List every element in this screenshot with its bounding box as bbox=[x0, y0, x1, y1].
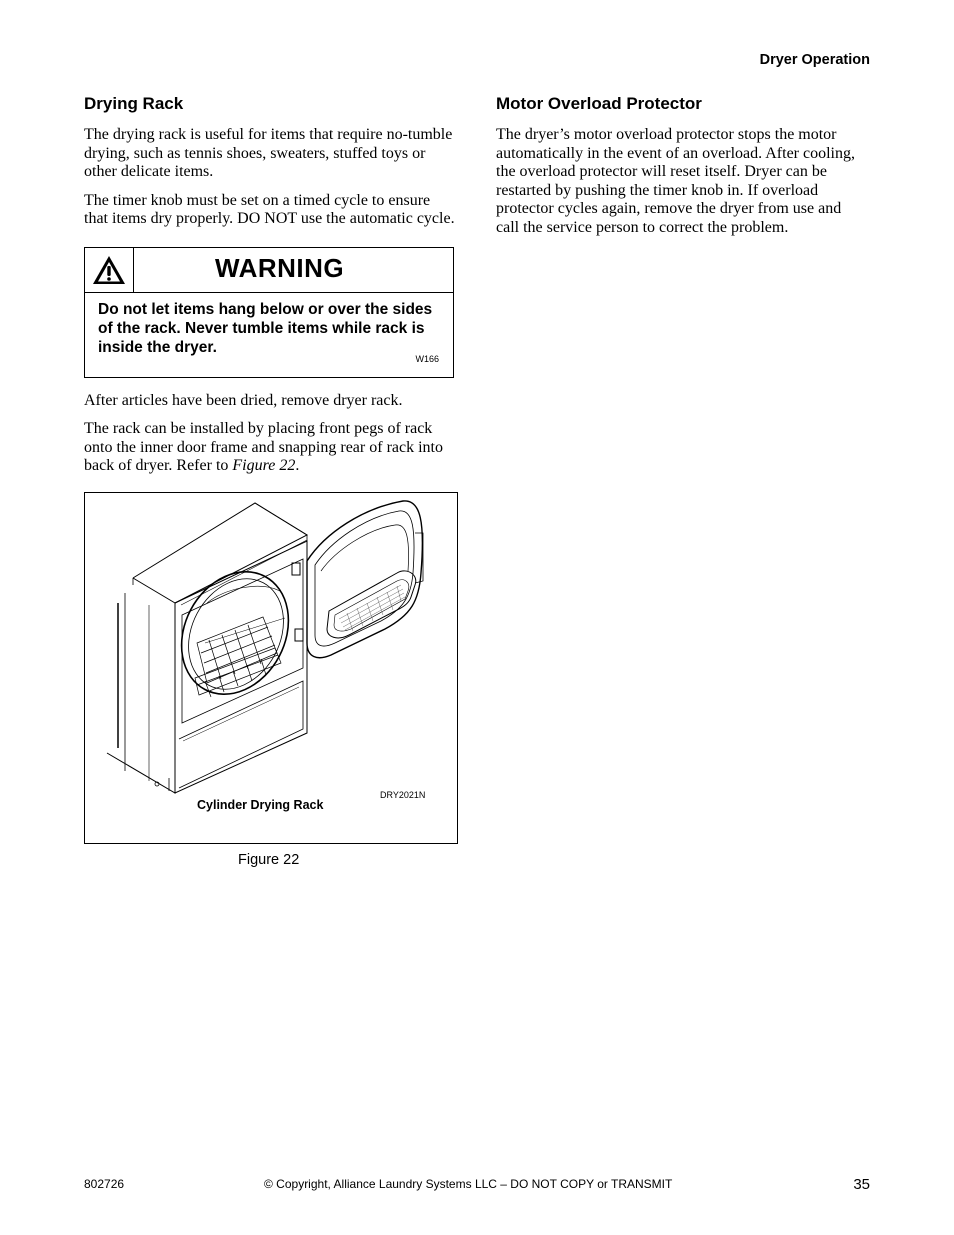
warning-header bbox=[85, 248, 453, 293]
right-column bbox=[496, 94, 868, 247]
footer-copyright: © Copyright, Alliance Laundry Systems LLC – DO NOT COPY or TRANSMIT bbox=[264, 1177, 673, 1191]
warning-text: Do not let items hang below or over the sides of the rack. Never tumble items while rack is inside the dryer. bbox=[98, 300, 433, 356]
figure-label: Cylinder Drying Rack bbox=[197, 797, 324, 812]
figure-caption: Figure 22 bbox=[238, 851, 300, 868]
figure-reference-link[interactable]: Figure 22 bbox=[232, 457, 296, 474]
warning-triangle-icon bbox=[92, 255, 126, 285]
section-heading-motor-overload: Motor Overload Protector bbox=[496, 94, 702, 113]
warning-box bbox=[84, 247, 454, 378]
running-header: Dryer Operation bbox=[759, 52, 870, 68]
left-column bbox=[84, 94, 456, 868]
section-heading-drying-rack: Drying Rack bbox=[84, 94, 184, 113]
paragraph: After articles have been dried, remove dryer rack. bbox=[84, 391, 403, 409]
figure-code: DRY2021N bbox=[380, 789, 426, 800]
footer-page-number: 35 bbox=[853, 1176, 870, 1193]
paragraph-figure-reference: The rack can be installed by placing front pegs of rack onto the inner door frame and snapping rear of rack into back of dryer. Refer to Figure 22. bbox=[84, 420, 443, 474]
figure-frame bbox=[84, 492, 458, 844]
paragraph: The drying rack is useful for items that require no-tumble drying, such as tennis shoes, sweaters, stuffed toys or other delicate items. bbox=[84, 126, 453, 180]
figure bbox=[84, 492, 456, 868]
warning-code: W166 bbox=[415, 353, 439, 364]
paragraph: The dryer’s motor overload protector stops the motor automatically in the event of an overload. After cooling, the overload protector will reset itself. Dryer can be restarted by pushing the timer knob in. If overload protector cycles again, remove the dryer from use and call the service person to correct the problem. bbox=[496, 126, 855, 236]
warning-title: WARNING bbox=[215, 252, 345, 283]
warning-icon-cell bbox=[85, 248, 134, 292]
footer-doc-number: 802726 bbox=[84, 1177, 125, 1191]
paragraph: The timer knob must be set on a timed cycle to ensure that items dry properly. DO NOT use the automatic cycle. bbox=[84, 191, 455, 227]
